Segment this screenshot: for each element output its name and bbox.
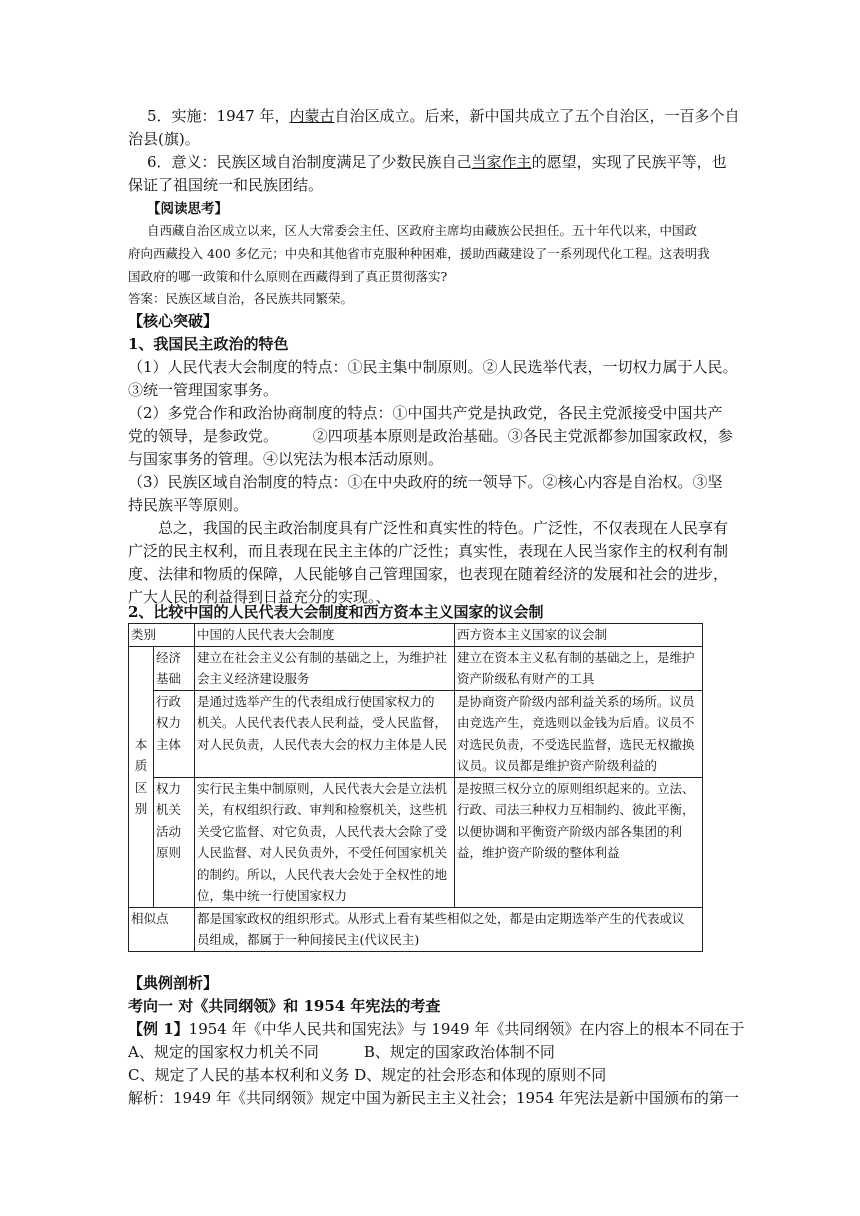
cell-line: 关，有权组织行政、审判和检察机关，这些机 xyxy=(197,802,448,817)
cell-line: 实行民主集中制原则，人民代表大会是立法机 xyxy=(197,780,448,796)
comparison-table xyxy=(128,623,703,952)
point-1-line-2: ③统一管理国家事务。 xyxy=(128,381,279,399)
point-2-line-2: 党的领导，是参政党。 ②四项基本原则是政治基础。③各民主党派都参加国家政权，参 xyxy=(128,427,733,445)
cell-china-economic-base xyxy=(195,646,455,690)
cell-line: 由竞选产生，竞选则以金钱为后盾。议员不 xyxy=(457,715,695,730)
example-heading: 【典例剖析】 xyxy=(128,974,219,992)
group-label-char: 质 xyxy=(134,758,148,773)
item-6-line-1 xyxy=(147,151,727,173)
table-row xyxy=(129,690,703,777)
example-question-label: 【例 1】 xyxy=(128,1020,189,1038)
example-options-ab: A、规定的国家权力机关不同 B、规定的国家政治体制不同 xyxy=(128,1043,555,1061)
label-line: 权力 xyxy=(156,780,182,796)
cell-west-economic-base xyxy=(455,646,703,690)
group-label-essential-difference xyxy=(129,646,154,907)
cell-line: 员组成，都属于一种间接民主(代议民主) xyxy=(197,932,420,947)
label-line: 基础 xyxy=(156,671,182,686)
cell-line: 对选民负责，不受选民监督，选民无权撤换 xyxy=(457,736,695,752)
item-5-text: 5．实施：1947 年， xyxy=(147,107,290,125)
summary-line-3: 度、法律和物质的保障，人民能够自己管理国家，也表现在随着经济的发展和社会的进步， xyxy=(128,565,729,583)
cell-line: 机关。人民代表代表人民利益，受人民监督， xyxy=(197,715,448,730)
cell-china-power-subject xyxy=(195,690,455,777)
cell-line: 建立在社会主义公有制的基础之上，为维护社 xyxy=(197,649,448,665)
header-west: 西方资本主义国家的议会制 xyxy=(455,624,703,647)
summary-line-4: 广大人民的利益得到日益充分的实现。、 xyxy=(128,588,391,606)
summary-line-1: 总之，我国的民主政治制度具有广泛性和真实性的特色。广泛性，不仅表现在人民享有 xyxy=(158,519,729,537)
core-subheading-2: 2、比较中国的人民代表大会制度和西方资本主义国家的议会制 xyxy=(128,603,544,621)
label-line: 活动 xyxy=(156,823,182,839)
example-options-cd: C、规定了人民的基本权利和义务 D、规定的社会形态和体现的原则不同 xyxy=(128,1066,607,1084)
point-1-line-1: （1）人民代表大会制度的特点：①民主集中制原则。②人民选举代表，一切权力属于人民。 xyxy=(128,358,738,376)
cell-similarities xyxy=(195,907,703,951)
example-topic: 考向一 对《共同纲领》和 1954 年宪法的考查 xyxy=(128,997,441,1015)
item-6-text-cont: 的愿望，实现了民族平等，也 xyxy=(531,153,727,171)
cell-west-power-subject xyxy=(455,690,703,777)
cell-line: 行政、司法三种权力互相制约、彼此平衡， xyxy=(457,802,695,817)
reading-answer: 答案：民族区域自治，各民族共同繁荣。 xyxy=(128,291,354,306)
label-line: 权力 xyxy=(156,715,182,730)
cell-line: 议员。议员都是维护资产阶级利益的 xyxy=(457,758,658,773)
core-subheading-1: 1、我国民主政治的特色 xyxy=(128,335,289,353)
point-3-line-2: 持民族平等原则。 xyxy=(128,496,249,514)
example-question xyxy=(128,1018,744,1040)
core-heading: 【核心突破】 xyxy=(128,312,219,330)
item-5-underlined-term: 内蒙古 xyxy=(289,107,335,125)
cell-line: 是通过选举产生的代表组成行使国家权力的 xyxy=(197,693,435,709)
label-line: 行政 xyxy=(156,693,182,709)
row-label-activity-principle xyxy=(154,777,195,907)
label-line: 主体 xyxy=(156,736,182,752)
label-line: 原则 xyxy=(156,845,182,860)
cell-line: 是按照三权分立的原则组织起来的。立法、 xyxy=(457,780,695,796)
reading-heading: 【阅读思考】 xyxy=(147,201,228,217)
label-line: 经济 xyxy=(156,649,182,665)
reading-line-2: 府向西藏投入 400 多亿元；中央和其他省市克服种种困难，援助西藏建设了一系列现代化工程。这表明我 xyxy=(128,246,710,261)
table-header-row xyxy=(129,624,703,647)
cell-line: 都是国家政权的组织形式。从形式上看有某些相似之处，都是由定期选举产生的代表或议 xyxy=(197,910,685,926)
item-6-line-2: 保证了祖国统一和民族团结。 xyxy=(128,176,324,194)
cell-line: 资产阶级私有财产的工具 xyxy=(457,671,595,686)
row-label-economic-base xyxy=(154,646,195,690)
example-analysis: 解析：1949 年《共同纲领》规定中国为新民主主义社会；1954 年宪法是新中国颁布的第一 xyxy=(128,1089,739,1107)
cell-line: 益，维护资产阶级的整体利益 xyxy=(457,845,620,860)
point-3-line-1: （3）民族区域自治制度的特点：①在中央政府的统一领导下。②核心内容是自治权。③坚 xyxy=(128,473,723,491)
cell-line: 对人民负责，人民代表大会的权力主体是人民 xyxy=(197,736,448,752)
group-label-char: 区 xyxy=(134,779,148,795)
row-label-power-subject xyxy=(154,690,195,777)
cell-line: 的制约。所以，人民代表大会处于全权性的地 xyxy=(197,866,448,882)
label-line: 机关 xyxy=(156,802,182,817)
cell-line: 是协商资产阶级内部利益关系的场所。议员 xyxy=(457,693,695,709)
item-5-line-2: 治县(旗)。 xyxy=(128,130,200,148)
cell-line: 建立在资本主义私有制的基础之上，是维护 xyxy=(457,649,695,665)
item-5-text-cont: 自治区成立。后来，新中国共成立了五个自治区，一百多个自 xyxy=(334,107,740,125)
table-row xyxy=(129,777,703,907)
header-china: 中国的人民代表大会制度 xyxy=(195,624,455,647)
point-2-line-1: （2）多党合作和政治协商制度的特点：①中国共产党是执政党，各民主党派接受中国共产 xyxy=(128,404,723,422)
summary-line-2: 广泛的民主权利，而且表现在民主主体的广泛性；真实性，表现在人民当家作主的权利有制 xyxy=(128,542,729,560)
cell-line: 以便协调和平衡资产阶级内部各集团的利 xyxy=(457,823,683,839)
header-category: 类别 xyxy=(129,624,195,647)
cell-china-activity-principle xyxy=(195,777,455,907)
table-row-similarities xyxy=(129,907,703,951)
reading-line-3: 国政府的哪一政策和什么原则在西藏得到了真正贯彻落实? xyxy=(128,269,448,284)
cell-line: 关受它监督、对它负责，人民代表大会除了受 xyxy=(197,823,448,839)
table-row xyxy=(129,646,703,690)
cell-line: 位，集中统一行使国家权力 xyxy=(197,888,348,903)
cell-line: 会主义经济建设服务 xyxy=(197,671,310,686)
item-6-text: 6．意义：民族区域自治制度满足了少数民族自己 xyxy=(147,153,472,171)
group-label-char: 别 xyxy=(134,801,148,816)
row-label-similarities: 相似点 xyxy=(129,907,195,951)
item-6-underlined-term: 当家作主 xyxy=(471,153,532,171)
reading-line-1: 自西藏自治区成立以来，区人大常委会主任、区政府主席均由藏族公民担任。五十年代以来，中国政 xyxy=(147,223,698,238)
cell-line: 人民监督、对人民负责外，不受任何国家机关 xyxy=(197,845,448,860)
item-5-line-1 xyxy=(147,105,740,127)
example-question-text: 1954 年《中华人民共和国宪法》与 1949 年《共同纲领》在内容上的根本不同在于 xyxy=(188,1020,745,1038)
cell-west-activity-principle xyxy=(455,777,703,907)
point-2-line-3: 与国家事务的管理。④以宪法为根本活动原则。 xyxy=(128,450,444,468)
group-label-char: 本 xyxy=(134,736,148,752)
